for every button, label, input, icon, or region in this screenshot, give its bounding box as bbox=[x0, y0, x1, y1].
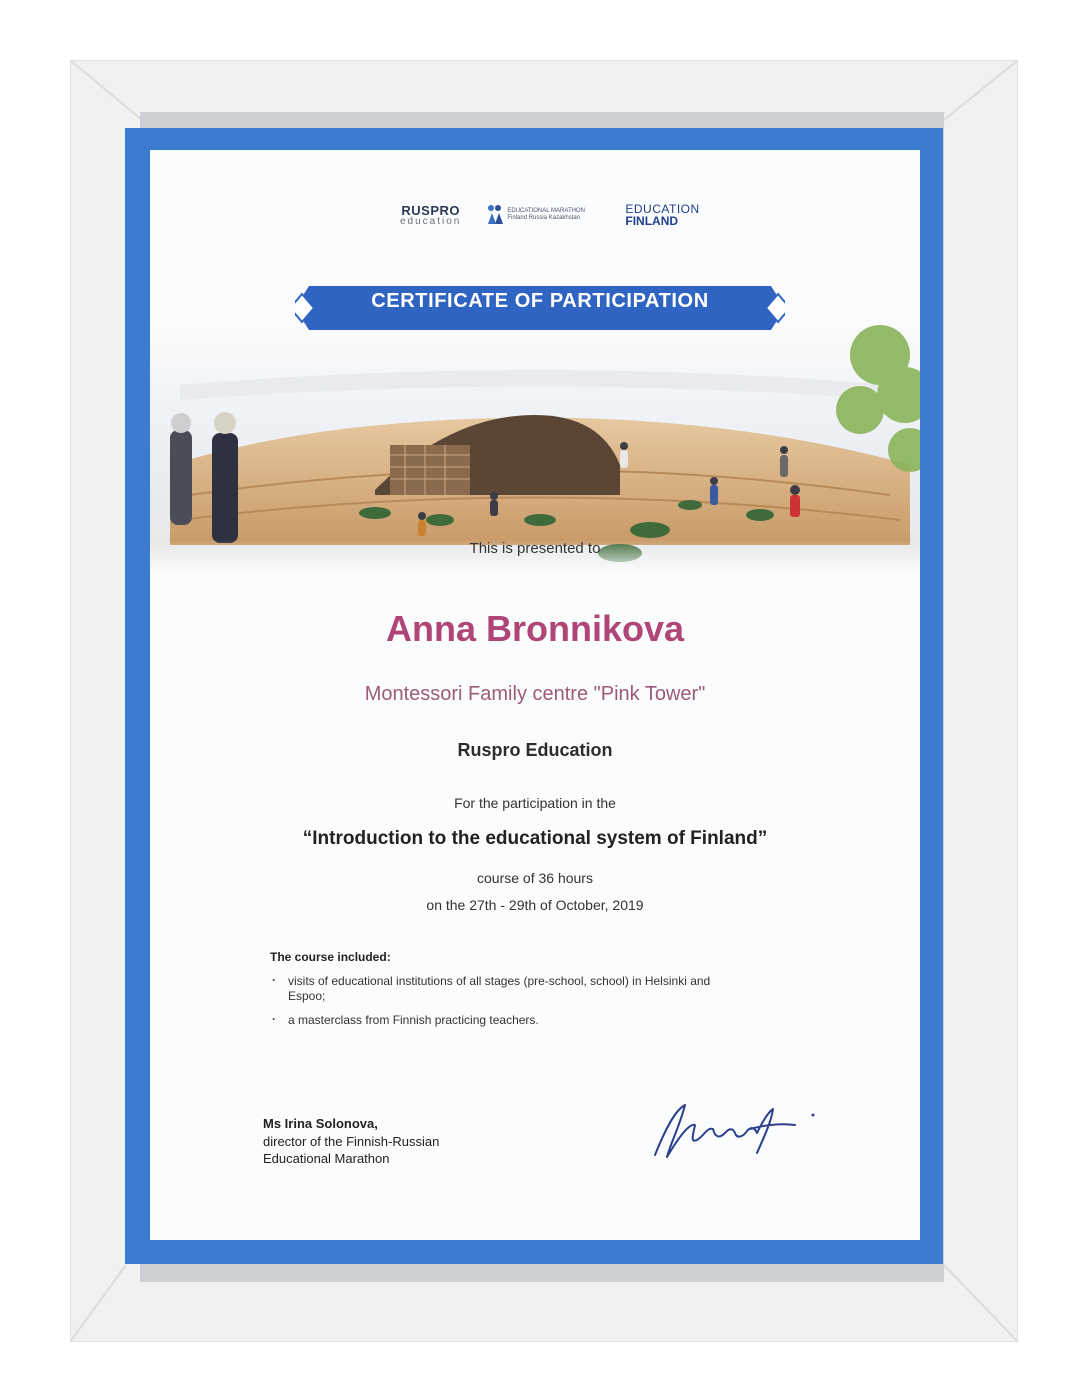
education-finland-logo bbox=[625, 203, 699, 227]
recipient-organization: Montessori Family centre "Pink Tower" bbox=[364, 683, 706, 705]
signer-role-line1: director of the Finnish-Russian bbox=[263, 1133, 440, 1149]
ruspro-logo-subtext: education bbox=[400, 215, 462, 227]
ruspro-logo-text: RUSPRO bbox=[401, 202, 460, 218]
marathon-people-icon bbox=[487, 204, 503, 226]
course-title: “Introduction to the educational system of Finland” bbox=[302, 828, 768, 849]
certificate-paper bbox=[150, 150, 920, 1240]
signer-name: Ms Irina Solonova, bbox=[263, 1116, 378, 1131]
education-finland-line1: EDUCATION bbox=[625, 202, 700, 216]
marathon-logo-text: EDUCATIONAL MARATHON Finland Russia Kazakhstan bbox=[507, 207, 585, 221]
included-item: · a masterclass from Finnish practicing teachers. bbox=[270, 1013, 750, 1028]
handwritten-signature bbox=[645, 1095, 820, 1165]
partner-logos bbox=[400, 190, 700, 240]
presented-to-text: This is presented to bbox=[469, 540, 601, 557]
educational-marathon-logo bbox=[487, 204, 599, 226]
issuing-company: Ruspro Education bbox=[457, 740, 613, 760]
included-list bbox=[270, 974, 750, 1037]
signer-role-line2: Educational Marathon bbox=[263, 1151, 390, 1167]
education-finland-line2: FINLAND bbox=[625, 214, 679, 228]
title-ribbon bbox=[295, 278, 785, 338]
participation-intro: For the participation in the bbox=[454, 795, 616, 811]
recipient-name: Anna Bronnikova bbox=[385, 608, 685, 649]
library-photo bbox=[150, 315, 920, 575]
course-dates: on the 27th - 29th of October, 2019 bbox=[426, 897, 644, 913]
signer-block bbox=[263, 1115, 439, 1168]
course-hours: course of 36 hours bbox=[477, 870, 593, 886]
included-item: · visits of educational institutions of all stages (pre-school, school) in Helsinki and Espoo; bbox=[270, 974, 750, 1004]
certificate-title: CERTIFICATE OF PARTICIPATION bbox=[371, 290, 709, 312]
included-heading: The course included: bbox=[270, 950, 391, 964]
ruspro-logo bbox=[400, 204, 461, 227]
